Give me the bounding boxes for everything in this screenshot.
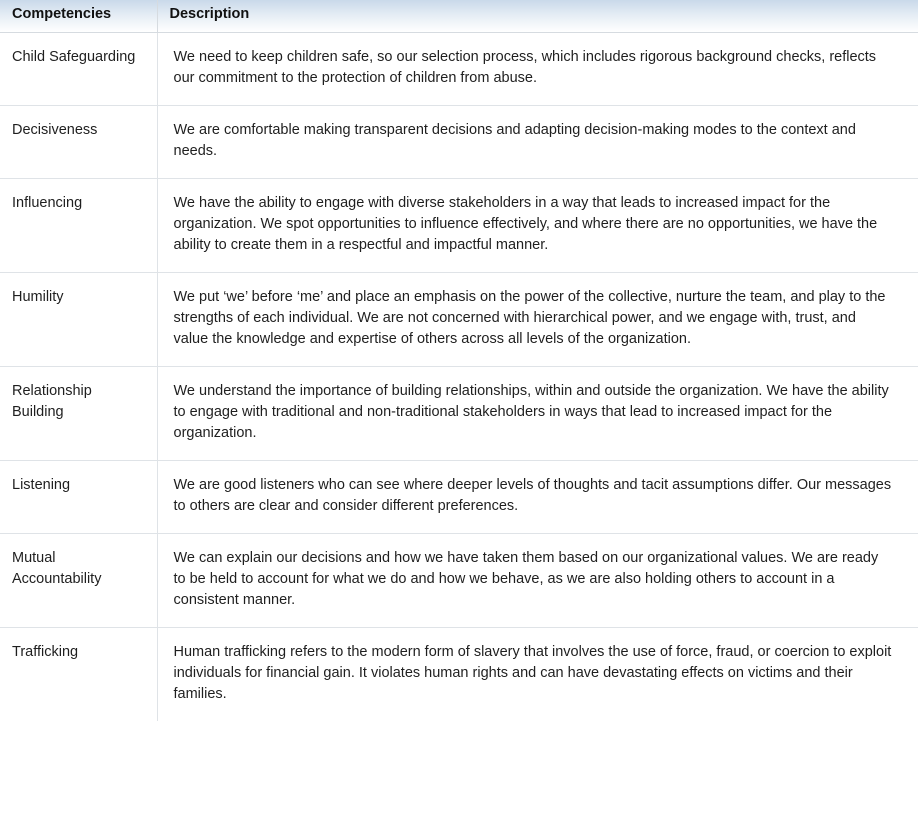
table-row	[0, 534, 918, 628]
table-row	[0, 367, 918, 461]
table-row	[0, 628, 918, 722]
competency-name: Humility	[0, 273, 157, 367]
competency-description: We are comfortable making transparent decisions and adapting decision-making modes to the context and needs.	[157, 106, 918, 179]
table-row	[0, 106, 918, 179]
table-body	[0, 33, 918, 722]
column-header-competencies: Competencies	[0, 0, 157, 33]
competency-description: We need to keep children safe, so our selection process, which includes rigorous background checks, reflects our commitment to the protection of children from abuse.	[157, 33, 918, 106]
column-header-description: Description	[157, 0, 918, 33]
competency-description: We have the ability to engage with diverse stakeholders in a way that leads to increased impact for the organization. We spot opportunities to influence effectively, and where there are no opportunities, we have the ability to create them in a respectful and impactful manner.	[157, 179, 918, 273]
competency-name: Decisiveness	[0, 106, 157, 179]
competency-description: We are good listeners who can see where deeper levels of thoughts and tacit assumptions differ. Our messages to others are clear and consider different preferences.	[157, 461, 918, 534]
competency-description: We can explain our decisions and how we have taken them based on our organizational values. We are ready to be held to account for what we do and how we behave, as we are also holding others to account in a consistent manner.	[157, 534, 918, 628]
table-row	[0, 33, 918, 106]
competency-name: Mutual Accountability	[0, 534, 157, 628]
competency-name: Listening	[0, 461, 157, 534]
table-header	[0, 0, 918, 33]
table-row	[0, 461, 918, 534]
competency-description: We put ‘we’ before ‘me’ and place an emphasis on the power of the collective, nurture the team, and play to the strengths of each individual. We are not concerned with hierarchical power, and we engage with, trust, and value the knowledge and expertise of others across all levels of the organization.	[157, 273, 918, 367]
competency-name: Relationship Building	[0, 367, 157, 461]
competency-description: Human trafficking refers to the modern form of slavery that involves the use of force, fraud, or coercion to exploit individuals for financial gain. It violates human rights and can have devastating effects on victims and their families.	[173, 644, 892, 703]
competency-description: We understand the importance of building relationships, within and outside the organization. We have the ability to engage with traditional and non-traditional stakeholders in ways that lead to increased impact for the organization.	[157, 367, 918, 461]
competency-name: Child Safeguarding	[0, 33, 157, 106]
competency-name: Influencing	[0, 179, 157, 273]
table-row	[0, 179, 918, 273]
competency-name: Trafficking	[0, 628, 157, 722]
table-header-row	[0, 0, 918, 33]
table-row	[0, 273, 918, 367]
